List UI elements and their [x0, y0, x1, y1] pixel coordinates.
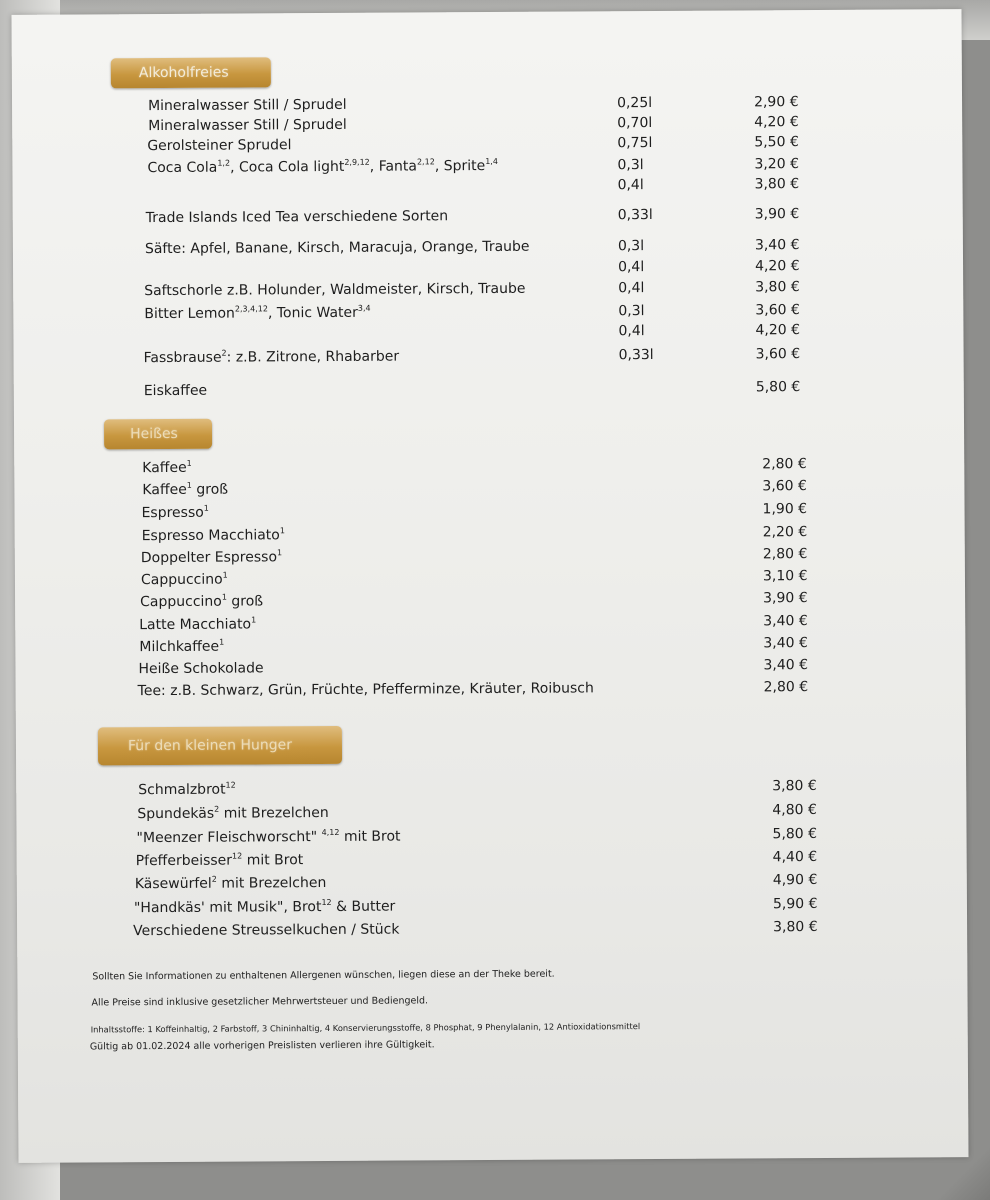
item-name-part: Mineralwasser Still / Sprudel: [148, 116, 347, 135]
item-price: 3,40 €: [754, 237, 800, 254]
item-name-part: mit Brezelchen: [219, 804, 329, 822]
item-name-part: & Butter: [331, 898, 396, 915]
item-price: 2,80 €: [762, 546, 808, 563]
item-name: [138, 678, 594, 701]
item-size: 0,33l: [617, 206, 653, 224]
item-name: [138, 658, 263, 679]
item-name: [136, 827, 400, 849]
menu-item: [144, 377, 826, 401]
item-name: [142, 480, 228, 501]
menu-item: [138, 677, 834, 701]
item-name: [144, 381, 207, 401]
item-name-part: Milchkaffee: [139, 638, 220, 656]
item-name: [144, 279, 525, 301]
item-name-part: Verschiedene Streusselkuchen / Stück: [133, 921, 400, 940]
menu-item: [146, 204, 825, 228]
item-price: 3,80 €: [772, 778, 817, 795]
item-price: 5,50 €: [754, 134, 799, 151]
item-allergen-codes: 2: [211, 874, 217, 884]
item-name-part: Eiskaffee: [143, 382, 208, 400]
item-name-part: groß: [226, 593, 264, 610]
item-allergen-codes: 2: [214, 804, 220, 814]
item-name-part: Espresso Macchiato: [141, 527, 280, 545]
item-name: [135, 873, 327, 894]
item-allergen-codes: 4,12: [321, 827, 340, 838]
menu-item: [133, 917, 843, 941]
item-name-part: mit Brezelchen: [216, 875, 327, 892]
item-allergen-codes: 1: [186, 458, 192, 468]
item-price: 3,40 €: [763, 635, 808, 652]
item-price: 1,90 €: [762, 501, 808, 518]
item-name-part: Spundekäs: [137, 805, 215, 823]
item-name-part: mit Brot: [242, 852, 304, 869]
item-size: 0,4l: [617, 177, 644, 194]
menu-item: [136, 824, 842, 848]
section-title-kleiner-hunger: Für den kleinen Hunger: [98, 726, 342, 765]
item-name: [141, 503, 208, 523]
item-allergen-codes: 2,12: [416, 157, 435, 167]
section-title-alkoholfreies: Alkoholfreies: [111, 57, 271, 88]
item-name-part: Mineralwasser Still / Sprudel: [148, 96, 347, 115]
item-name: [140, 591, 263, 612]
item-allergen-codes: 2,3,4,12: [234, 304, 268, 314]
menu-item: [145, 256, 825, 280]
item-name-part: Tee: z.B. Schwarz, Grün, Früchte, Pfefferminze, Kräuter, Roibusch: [137, 680, 594, 700]
menu-item: [134, 894, 843, 918]
item-allergen-codes: 12: [321, 897, 332, 908]
item-price: 4,80 €: [772, 802, 817, 819]
item-name-part: Doppelter Espresso: [140, 549, 278, 567]
item-name: [147, 156, 498, 178]
item-name-part: Fassbrause: [143, 349, 222, 367]
item-price: 3,60 €: [762, 478, 807, 495]
item-name-part: Gerolsteiner Sprudel: [147, 137, 292, 155]
item-name: [144, 347, 400, 369]
item-allergen-codes: 1: [276, 548, 283, 558]
item-name: [144, 303, 370, 324]
item-price: 3,90 €: [763, 590, 808, 607]
item-allergen-codes: 12: [225, 780, 236, 790]
item-name-part: Cappuccino: [140, 593, 222, 611]
item-allergen-codes: 1,4: [485, 156, 498, 167]
item-price: 2,20 €: [762, 524, 808, 541]
item-allergen-codes: 1: [279, 526, 285, 536]
item-name-part: "Meenzer Fleischworscht": [136, 829, 322, 847]
item-price: 3,20 €: [754, 156, 800, 173]
item-allergen-codes: 1: [203, 503, 209, 513]
item-price: 3,80 €: [773, 919, 818, 936]
item-name-part: Saftschorle z.B. Holunder, Waldmeister, Kirsch, Traube: [144, 280, 526, 300]
item-name-part: , Sprite: [434, 158, 486, 175]
item-name-part: Espresso: [141, 504, 204, 522]
item-name: [142, 525, 285, 546]
item-name-part: Bitter Lemon: [144, 305, 235, 323]
item-name-part: Heiße Schokolade: [138, 660, 264, 678]
background-corner: [930, 1140, 990, 1200]
item-name: [141, 570, 228, 591]
item-price: 3,80 €: [754, 176, 800, 193]
item-allergen-codes: 2,9,12: [344, 157, 370, 167]
menu-item: [139, 611, 833, 635]
menu-item: [139, 633, 833, 657]
item-allergen-codes: 2: [221, 348, 227, 358]
item-price: 3,80 €: [755, 279, 800, 296]
item-price: 5,80 €: [755, 379, 801, 396]
menu-item: [136, 847, 843, 871]
item-price: 5,90 €: [772, 896, 818, 913]
footer-ingredients: Inhaltsstoffe: 1 Koffeinhaltig, 2 Farbstoff, 3 Chininhaltig, 4 Konservierungsstoffe, 8 Phosphat, 9 Phenylalanin, 12 Antioxidationsmittel: [90, 1021, 641, 1035]
item-price: 4,20 €: [755, 258, 800, 275]
item-price: 4,20 €: [755, 322, 801, 339]
menu-item: [137, 800, 842, 824]
item-name-part: , Tonic Water: [267, 304, 358, 322]
item-name-part: Käsewürfel: [134, 875, 212, 893]
item-name: [133, 920, 399, 942]
menu-item: [148, 174, 825, 198]
item-name: [137, 803, 328, 824]
item-name: [134, 897, 395, 919]
item-name-part: Säfte: Apfel, Banane, Kirsch, Maracuja, Orange, Traube: [144, 238, 530, 258]
item-name: [148, 115, 347, 136]
item-name-part: Trade Islands Iced Tea verschiedene Sorten: [145, 208, 449, 227]
item-price: 3,60 €: [755, 302, 800, 319]
item-allergen-codes: 3,4: [357, 303, 371, 313]
item-size: 0,70l: [617, 115, 653, 132]
item-name-part: : z.B. Zitrone, Rhabarber: [226, 348, 400, 366]
item-size: 0,75l: [617, 135, 653, 152]
footer-prices: Alle Preise sind inklusive gesetzlicher Mehrwertsteuer und Bediengeld.: [91, 995, 429, 1009]
menu-item: [144, 344, 826, 368]
footer-allergens: Sollten Sie Informationen zu enthaltenen Allergenen wünschen, liegen diese an der Theke bereit.: [92, 968, 555, 983]
item-size: 0,4l: [618, 280, 645, 297]
menu-sheet: [12, 9, 969, 1163]
item-allergen-codes: 12: [231, 851, 243, 861]
item-name: [147, 135, 291, 156]
item-name-part: , Fanta: [369, 158, 418, 175]
item-price: 3,40 €: [763, 613, 808, 630]
menu-item: [145, 235, 825, 259]
item-name: [138, 780, 236, 801]
item-allergen-codes: 1,2: [217, 158, 231, 168]
item-name: [148, 95, 347, 116]
item-name: [146, 206, 449, 228]
item-name: [139, 637, 224, 658]
item-name-part: Kaffee: [142, 481, 187, 499]
menu-item: [141, 499, 832, 523]
item-allergen-codes: 1: [219, 637, 225, 647]
menu-item: [142, 454, 832, 478]
item-name-part: Pfefferbeisser: [135, 852, 233, 870]
item-name: [139, 614, 256, 635]
item-allergen-codes: 1: [251, 615, 257, 625]
item-name-part: "Handkäs' mit Musik", Brot: [133, 899, 322, 917]
item-price: 2,80 €: [763, 679, 809, 696]
item-size: 0,4l: [618, 259, 645, 276]
menu-item: [141, 566, 833, 590]
menu-item: [138, 655, 833, 679]
section-title-heisses: Heißes: [104, 419, 212, 450]
item-name: [145, 237, 530, 259]
item-allergen-codes: 1: [221, 592, 227, 602]
menu-item: [140, 588, 833, 612]
item-price: 2,90 €: [754, 94, 799, 111]
item-name-part: mit Brot: [339, 828, 401, 845]
item-allergen-codes: 1: [186, 480, 192, 490]
menu-item: [142, 522, 833, 546]
item-name: [142, 458, 192, 478]
item-price: 4,20 €: [754, 114, 799, 131]
item-price: 3,40 €: [763, 657, 809, 674]
item-price: 3,90 €: [754, 206, 800, 223]
item-price: 2,80 €: [762, 456, 807, 473]
menu-item: [142, 476, 832, 500]
item-name-part: Coca Cola: [147, 159, 218, 177]
item-size: 0,3l: [617, 238, 645, 255]
item-name-part: Kaffee: [142, 459, 187, 477]
item-size: 0,4l: [618, 323, 645, 340]
menu-item: [147, 132, 824, 156]
item-price: 4,90 €: [772, 872, 818, 889]
item-size: 0,25l: [617, 95, 653, 112]
item-price: 5,80 €: [772, 826, 818, 843]
item-name-part: Schmalzbrot: [138, 781, 226, 799]
item-size: 0,3l: [618, 303, 645, 320]
item-name-part: Latte Macchiato: [139, 616, 252, 634]
item-price: 3,10 €: [762, 568, 808, 585]
item-allergen-codes: 1: [222, 570, 228, 580]
menu-item: [135, 870, 843, 894]
item-price: 4,40 €: [772, 849, 818, 866]
menu-item: [144, 277, 825, 301]
item-name: [136, 850, 304, 871]
menu-item: [141, 544, 833, 568]
footer-validity: Gültig ab 01.02.2024 alle vorherigen Preislisten verlieren ihre Gültigkeit.: [89, 1039, 435, 1053]
item-name-part: Cappuccino: [140, 571, 223, 589]
item-size: 0,33l: [618, 346, 654, 364]
menu-item: [138, 776, 842, 800]
item-price: 3,60 €: [755, 346, 801, 363]
menu-item: [144, 320, 825, 344]
item-name-part: , Coca Cola light: [230, 158, 345, 176]
item-name: [141, 547, 282, 568]
item-name-part: groß: [191, 481, 229, 498]
item-size: 0,3l: [617, 157, 644, 174]
